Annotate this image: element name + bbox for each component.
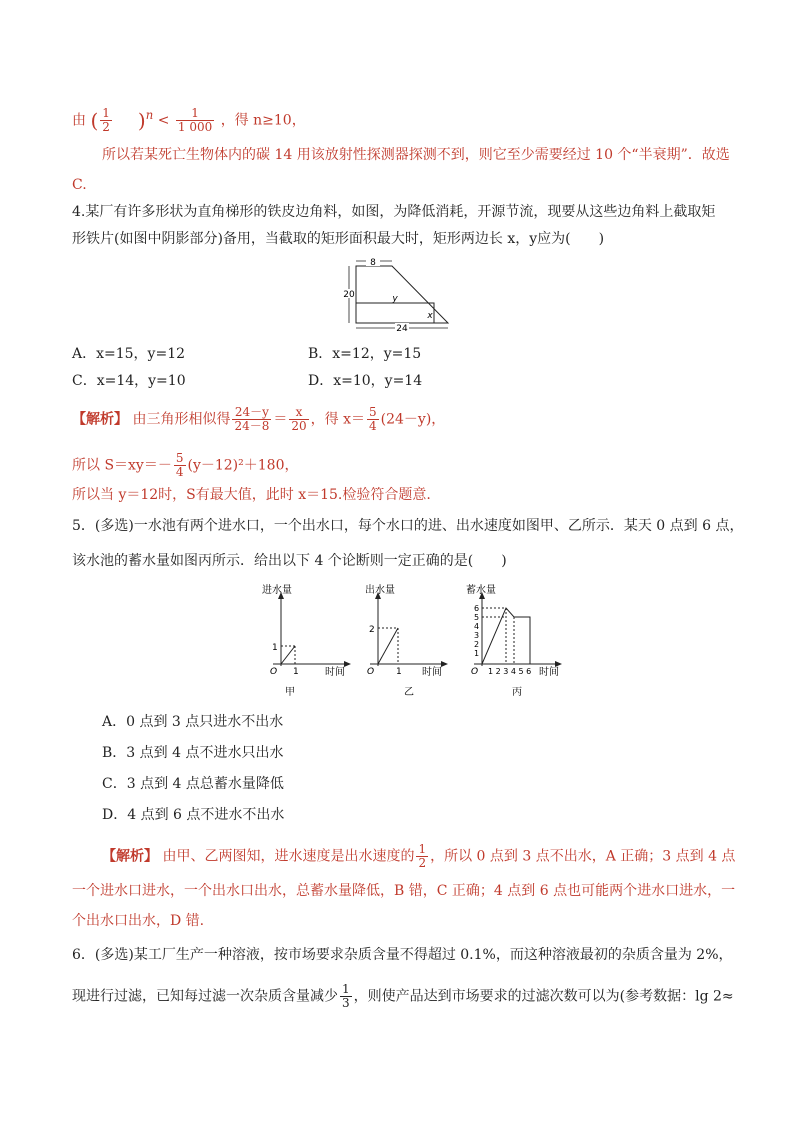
analysis-tag-q5: 【解析】 bbox=[102, 848, 158, 865]
q5-option-a[interactable]: A．0 点到 3 点只进水不出水 bbox=[102, 714, 284, 730]
exponent-n: n bbox=[145, 108, 154, 122]
q4-stem-line1: 4.某厂有许多形状为直角梯形的铁皮边角料，如图，为降低消耗，开源节流，现要从这些边角料上截取矩 bbox=[72, 204, 716, 220]
q4-analysis-line3: 所以当 y＝12时，S有最大值，此时 x＝15.检验符合题意. bbox=[72, 487, 431, 503]
jia-x-arrow-icon bbox=[344, 661, 351, 667]
q4-stem-line2: 形铁片(如图中阴影部分)备用，当截取的矩形面积最大时，矩形两边长 x，y应为( ) bbox=[72, 231, 605, 247]
fraction-half-q5: $\frac{1}{2}$ bbox=[418, 842, 427, 870]
yi-ylabel: 出水量 bbox=[365, 585, 395, 596]
q5-analysis-line1 bbox=[102, 843, 735, 870]
label-bottom: 24 bbox=[396, 324, 408, 331]
q4-analysis-line2 bbox=[72, 452, 298, 479]
bing-ytick-4: 4 bbox=[474, 622, 480, 631]
q4-option-b[interactable]: B．x=12，y=15 bbox=[308, 346, 422, 362]
bing-ytick-3: 3 bbox=[474, 631, 480, 640]
q5-stem-line1: 5．(多选)一水池有两个进水口，一个出水口，每个水口的进、出水速度如图甲、乙所示．某天 0 点到 6 点， bbox=[72, 518, 744, 534]
trapezoid-figure bbox=[340, 256, 455, 331]
q5-analysis-line2: 一个进水口进水，一个出水口出水，总蓄水量降低，B 错，C 正确；4 点到 6 点也可能两个进水口进水，一 bbox=[72, 883, 736, 899]
q5-a1-tail: ，所以 0 点到 3 点不出水，A 正确；3 点到 4 点 bbox=[430, 848, 736, 865]
bing-xticks: 1 2 3 4 5 6 bbox=[488, 667, 532, 676]
yi-xlabel: 时间 bbox=[422, 667, 442, 678]
q4-a1-pre: 由三角形相似得 bbox=[132, 411, 231, 428]
q3-ineq-tail: ，得 n≥10， bbox=[220, 112, 306, 129]
fraction-five-quarters: $\frac{5}{4}$ bbox=[369, 405, 377, 433]
q4-a2-pre: 所以 S＝xy＝－ bbox=[72, 457, 172, 474]
q4-option-c[interactable]: C．x=14，y=10 bbox=[72, 373, 186, 389]
q5-stem-line2: 该水池的蓄水量如图丙所示．给出以下 4 个论断则一定正确的是( ) bbox=[72, 553, 507, 569]
bing-xlabel: 时间 bbox=[539, 667, 559, 678]
label-x: x bbox=[427, 311, 433, 321]
bing-ytick-1: 1 bbox=[474, 649, 480, 658]
shaded-rectangle bbox=[356, 303, 434, 323]
label-left: 20 bbox=[343, 290, 355, 300]
less-than-sign: < bbox=[157, 112, 170, 129]
jia-xlabel: 时间 bbox=[325, 667, 345, 678]
q5-option-c[interactable]: C．3 点到 4 点总蓄水量降低 bbox=[102, 776, 284, 792]
q5-option-b[interactable]: B．3 点到 4 点不进水只出水 bbox=[102, 745, 284, 761]
q4-a1-mid: ，得 x＝ bbox=[310, 411, 365, 428]
q6-stem-line2 bbox=[72, 983, 734, 1010]
bing-ytick-2: 2 bbox=[474, 640, 480, 649]
yi-x-arrow-icon bbox=[441, 661, 448, 667]
q6-line2-tail: ，则使产品达到市场要求的过滤次数可以为(参考数据：lg 2≈ bbox=[353, 988, 734, 1005]
q3-ineq-prefix: 由 bbox=[72, 112, 86, 129]
jia-origin: O bbox=[270, 667, 278, 677]
analysis-tag: 【解析】 bbox=[72, 411, 128, 428]
fraction-five-quarters-2: $\frac{5}{4}$ bbox=[175, 451, 184, 479]
q5-a1-pre: 由甲、乙两图知，进水速度是出水速度的 bbox=[162, 848, 415, 865]
q4-a1-eq: ＝ bbox=[273, 411, 288, 428]
jia-line bbox=[281, 646, 295, 664]
chart-bing bbox=[460, 582, 570, 700]
bing-ytick-6: 6 bbox=[474, 604, 480, 613]
q3-conclusion: 所以若某死亡生物体内的碳 14 用该放射性探测器探测不到，则它至少需要经过 10 个“半衰期”．故选 bbox=[102, 147, 730, 163]
q3-inequality-line bbox=[72, 104, 306, 134]
q5-analysis-line3: 个出水口出水，D 错. bbox=[72, 913, 205, 929]
fraction-thousand: $\frac{1}{1 000}$ bbox=[177, 106, 213, 135]
q4-a1-tail: (24－y)， bbox=[380, 411, 446, 428]
q4-analysis-line1 bbox=[72, 406, 445, 433]
fraction-half: $\frac{1}{2}$ bbox=[102, 106, 110, 135]
right-paren-icon: ) bbox=[137, 108, 146, 133]
bing-origin: O bbox=[471, 667, 479, 677]
yi-xtick: 1 bbox=[396, 667, 402, 677]
jia-caption: 甲 bbox=[285, 687, 295, 698]
jia-ylabel: 进水量 bbox=[262, 585, 292, 596]
yi-ytick: 2 bbox=[369, 625, 375, 635]
jia-xtick: 1 bbox=[293, 667, 299, 677]
yi-origin: O bbox=[367, 667, 375, 677]
bing-caption: 丙 bbox=[512, 687, 522, 698]
yi-line bbox=[378, 628, 398, 664]
bing-ytick-5: 5 bbox=[474, 613, 480, 622]
q4-option-d[interactable]: D．x=10，y=14 bbox=[308, 373, 423, 389]
q4-a2-tail: (y－12)²＋180， bbox=[187, 457, 299, 474]
yi-caption: 乙 bbox=[404, 687, 414, 698]
label-top: 8 bbox=[370, 258, 376, 268]
q5-option-d[interactable]: D．4 点到 6 点不进水不出水 bbox=[102, 807, 285, 823]
fraction-similar-2: $\frac{x}{20}$ bbox=[291, 405, 307, 433]
jia-ytick: 1 bbox=[272, 643, 278, 653]
q4-option-a[interactable]: A．x=15，y=12 bbox=[72, 346, 186, 362]
q6-line2-pre: 现进行过滤，已知每过滤一次杂质含量减少 bbox=[72, 988, 338, 1005]
bing-ylabel: 蓄水量 bbox=[466, 585, 496, 596]
q6-stem-line1: 6．(多选)某工厂生产一种溶液，按市场要求杂质含量不得超过 0.1%，而这种溶液最初的杂质含量为 2%， bbox=[72, 947, 733, 963]
chart-yi bbox=[360, 582, 460, 700]
label-y: y bbox=[392, 294, 398, 304]
fraction-third: $\frac{1}{3}$ bbox=[342, 982, 350, 1010]
fraction-similar-1: $\frac{24-y}{24-8}$ bbox=[234, 405, 270, 433]
q3-choice: C. bbox=[72, 177, 87, 193]
left-paren-icon: ( bbox=[90, 108, 99, 133]
chart-jia bbox=[255, 582, 355, 700]
